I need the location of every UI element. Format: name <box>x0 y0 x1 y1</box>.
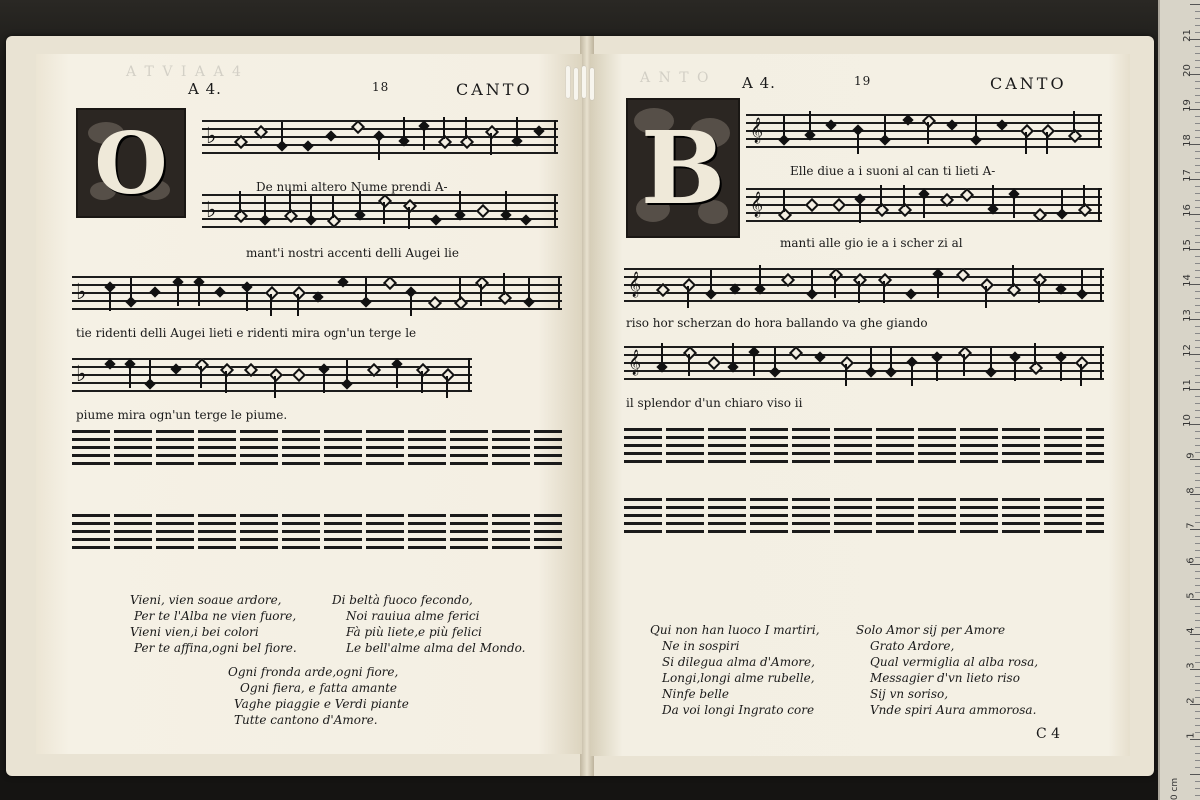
note-stem <box>289 191 291 213</box>
note-stem <box>274 376 276 398</box>
right-lyric-line-4: il splendor d'un chiaro viso ii <box>626 396 803 410</box>
note-stem <box>985 286 987 308</box>
left-lyric-line-1: De numi altero Nume prendi A- <box>256 180 448 194</box>
ruler-number: 15 <box>1182 239 1194 252</box>
music-note <box>149 286 160 297</box>
note-stem <box>239 191 241 213</box>
note-stem <box>858 281 860 303</box>
poem-line: Ne in sospiri <box>662 639 740 653</box>
note-stem <box>264 196 266 218</box>
music-note <box>960 188 974 202</box>
note-stem <box>443 117 445 139</box>
note-stem <box>281 122 283 144</box>
bar-line <box>554 194 556 228</box>
right-page-number: 19 <box>854 74 872 88</box>
note-stem <box>505 191 507 213</box>
note-stem <box>1080 364 1082 386</box>
bar-line <box>468 358 470 392</box>
note-stem <box>1014 359 1016 381</box>
music-note <box>351 120 365 134</box>
note-stem <box>109 289 111 311</box>
right-staff-4 <box>624 346 1104 380</box>
note-stem <box>880 185 882 207</box>
music-note <box>265 286 279 300</box>
woodcut-initial-o <box>76 108 186 218</box>
music-note <box>840 356 854 370</box>
right-staff-2 <box>746 188 1102 222</box>
poem-line: Ogni fiera, e fatta amante <box>240 681 397 695</box>
note-stem <box>753 354 755 376</box>
note-stem <box>936 359 938 381</box>
music-note <box>292 368 306 382</box>
note-stem <box>870 348 872 370</box>
note-stem <box>516 117 518 139</box>
music-note <box>195 358 209 372</box>
clef-sign: ♭ <box>206 198 217 223</box>
note-stem <box>911 364 913 386</box>
initial-letter: B <box>640 109 726 227</box>
poem-line: Qui non han luoco I martiri, <box>650 623 820 637</box>
note-stem <box>359 191 361 213</box>
poem-line: Qual vermiglia al alba rosa, <box>870 655 1039 669</box>
bar-line <box>1100 268 1102 302</box>
note-stem <box>732 343 734 365</box>
clef-sign: ♭ <box>76 280 87 305</box>
music-note <box>302 140 313 151</box>
poem-line: Longi,longi alme rubelle, <box>662 671 815 685</box>
bar-line <box>1098 188 1100 222</box>
note-stem <box>446 376 448 398</box>
note-stem <box>528 278 530 300</box>
initial-letter: O <box>94 113 168 213</box>
poem-line: Si dilegua alma d'Amore, <box>662 655 815 669</box>
poem-line: Di beltà fuoco fecondo, <box>332 593 473 607</box>
right-lyric-line-3: riso hor scherzan do hora ballando va ghe giando <box>626 316 928 330</box>
poem-line: Fà più liete,e più felici <box>346 625 482 639</box>
poem-line: Sij vn soriso, <box>870 687 949 701</box>
poem-line: Vieni vien,i bei colori <box>130 625 259 639</box>
right-lyric-line-1: Elle diue a i suoni al can ti lieti A- <box>790 164 996 178</box>
bar-line <box>1098 114 1100 148</box>
poem-line: Grato Ardore, <box>870 639 955 653</box>
right-signature: A 4. <box>742 74 776 92</box>
note-stem <box>688 354 690 376</box>
note-stem <box>198 284 200 306</box>
binding-thread <box>554 66 606 96</box>
poem-line: Da voi longi Ingrato core <box>662 703 815 717</box>
note-stem <box>246 289 248 311</box>
note-stem <box>1013 196 1015 218</box>
right-staff-1 <box>746 114 1102 148</box>
note-stem <box>459 278 461 300</box>
note-stem <box>423 128 425 150</box>
note-stem <box>687 286 689 308</box>
note-stem <box>421 371 423 393</box>
note-stem <box>383 202 385 224</box>
note-stem <box>297 294 299 316</box>
ruler-number: 3 <box>1185 662 1197 669</box>
music-note <box>707 356 721 370</box>
music-note <box>832 198 846 212</box>
poem-line: Vnde spiri Aura ammorosa. <box>870 703 1037 717</box>
right-staff-3 <box>624 268 1104 302</box>
music-note <box>269 368 283 382</box>
note-stem <box>332 196 334 218</box>
note-stem <box>1012 265 1014 287</box>
music-note <box>805 198 819 212</box>
ruler-number: 16 <box>1182 204 1194 217</box>
ruler-number: 6 <box>1185 557 1197 564</box>
left-empty-staff-2 <box>72 514 562 548</box>
note-stem <box>459 191 461 213</box>
note-stem <box>963 354 965 376</box>
poem-line: Per te affina,ogni bel fiore. <box>134 641 297 655</box>
note-stem <box>270 294 272 316</box>
music-note <box>980 278 994 292</box>
bar-line <box>1100 346 1102 380</box>
note-stem <box>1061 190 1063 212</box>
note-stem <box>310 196 312 218</box>
music-note <box>1075 356 1089 370</box>
ruler-number: 12 <box>1182 344 1194 357</box>
note-stem <box>410 294 412 316</box>
poem-line: Tutte cantono d'Amore. <box>234 713 378 727</box>
ruler-number: 11 <box>1182 379 1194 392</box>
note-stem <box>883 281 885 303</box>
note-stem <box>809 111 811 133</box>
music-note <box>325 130 336 141</box>
poem-line: Vaghe piaggie e Verdi piante <box>234 697 409 711</box>
bleed-through-header: A N T O <box>640 70 711 86</box>
note-stem <box>403 117 405 139</box>
note-stem <box>845 364 847 386</box>
left-empty-staff-1 <box>72 430 562 464</box>
measuring-ruler <box>1158 0 1200 800</box>
note-stem <box>480 284 482 306</box>
note-stem <box>923 196 925 218</box>
clef-sign: 𝄞 <box>750 192 764 217</box>
ruler-number: 4 <box>1185 627 1197 634</box>
note-stem <box>783 116 785 138</box>
ruler-number: 9 <box>1185 452 1197 459</box>
ruler-number: 8 <box>1185 487 1197 494</box>
music-note <box>378 194 392 208</box>
left-signature: A 4. <box>188 80 222 98</box>
music-note <box>956 268 970 282</box>
ruler-number: 5 <box>1185 592 1197 599</box>
note-stem <box>378 138 380 160</box>
note-stem <box>990 348 992 370</box>
note-stem <box>890 348 892 370</box>
clef-sign: 𝄞 <box>628 272 642 297</box>
music-note <box>292 286 306 300</box>
clef-sign: ♭ <box>76 362 87 387</box>
clef-sign: 𝄞 <box>750 118 764 143</box>
right-lyric-line-2: manti alle gio ie a i scher zi al <box>780 236 963 250</box>
ruler-number: 19 <box>1182 99 1194 112</box>
note-stem <box>323 371 325 393</box>
right-part-name: CANTO <box>990 74 1067 93</box>
note-stem <box>200 366 202 388</box>
poem-line: Per te l'Alba ne vien fuore, <box>134 609 297 623</box>
left-poem-stanza-3 <box>228 664 409 728</box>
note-stem <box>1081 270 1083 292</box>
right-empty-staff-1 <box>624 428 1104 462</box>
left-page-number: 18 <box>372 80 390 94</box>
note-stem <box>661 343 663 365</box>
right-empty-staff-2 <box>624 498 1104 532</box>
poem-line: Solo Amor sij per Amore <box>856 623 1006 637</box>
note-stem <box>1025 132 1027 154</box>
poem-line: Vieni, vien soaue ardore, <box>130 593 282 607</box>
note-stem <box>396 366 398 388</box>
ruler-number: 18 <box>1182 134 1194 147</box>
note-stem <box>783 190 785 212</box>
poem-line: Ogni fronda arde,ogni fiore, <box>228 665 399 679</box>
music-note <box>789 346 803 360</box>
music-note <box>1020 124 1034 138</box>
music-note <box>520 214 531 225</box>
music-note <box>829 268 843 282</box>
ruler-number: 13 <box>1182 309 1194 322</box>
ruler-number: 10 <box>1182 414 1194 427</box>
note-stem <box>1034 343 1036 365</box>
ruler-number: 14 <box>1182 274 1194 287</box>
note-stem <box>130 278 132 300</box>
note-stem <box>1073 111 1075 133</box>
open-book <box>6 36 1154 776</box>
right-poem-stanza-1 <box>650 622 820 718</box>
ruler-number: 7 <box>1185 522 1197 529</box>
right-poem-stanza-2 <box>856 622 1038 718</box>
note-stem <box>149 360 151 382</box>
note-stem <box>408 207 410 229</box>
poem-line: Noi rauiua alme ferici <box>346 609 480 623</box>
note-stem <box>992 185 994 207</box>
note-stem <box>1083 185 1085 207</box>
note-stem <box>857 132 859 154</box>
note-stem <box>884 116 886 138</box>
left-staff-2 <box>202 194 558 228</box>
note-stem <box>490 133 492 155</box>
music-note <box>476 204 490 218</box>
left-part-name: CANTO <box>456 80 533 99</box>
note-stem <box>975 116 977 138</box>
left-lyric-line-3: tie ridenti delli Augei lieti e ridenti mira ogn'un terge le <box>76 326 417 340</box>
note-stem <box>503 273 505 295</box>
bar-line <box>558 276 560 310</box>
ruler-number: 1 <box>1185 732 1197 739</box>
note-stem <box>927 122 929 144</box>
ruler-number: 2 <box>1185 697 1197 704</box>
note-stem <box>177 284 179 306</box>
note-stem <box>465 117 467 139</box>
music-note <box>475 276 489 290</box>
left-lyric-line-2: mant'i nostri accenti delli Augei lie <box>246 246 459 260</box>
ruler-number: 21 <box>1182 29 1194 42</box>
note-stem <box>859 201 861 223</box>
note-stem <box>1060 359 1062 381</box>
clef-sign: 𝄞 <box>628 350 642 375</box>
right-page <box>590 54 1130 756</box>
left-page <box>36 54 582 754</box>
music-note <box>1041 124 1055 138</box>
clef-sign: ♭ <box>206 124 217 149</box>
note-stem <box>811 270 813 292</box>
left-poem-stanza-2 <box>332 592 525 656</box>
note-stem <box>774 348 776 370</box>
music-note <box>682 278 696 292</box>
poem-line: Ninfe belle <box>662 687 729 701</box>
left-staff-3 <box>72 276 562 310</box>
note-stem <box>937 276 939 298</box>
music-note <box>922 114 936 128</box>
bleed-through-header: A T V I A A 4 <box>126 64 243 80</box>
note-stem <box>365 278 367 300</box>
poem-line: Le bell'alme alma del Mondo. <box>346 641 526 655</box>
music-note <box>214 286 225 297</box>
note-stem <box>903 185 905 207</box>
ruler-number: 20 <box>1182 64 1194 77</box>
note-stem <box>225 371 227 393</box>
ruler-unit-label: 0 cm <box>1169 777 1180 800</box>
ruler-number: 17 <box>1182 169 1194 182</box>
music-note <box>441 368 455 382</box>
left-lyric-line-4: piume mira ogn'un terge le piume. <box>76 408 288 422</box>
bar-line <box>554 120 556 154</box>
note-stem <box>1046 132 1048 154</box>
left-staff-1 <box>202 120 558 154</box>
music-note <box>383 276 397 290</box>
left-poem-stanza-1 <box>130 592 297 656</box>
signature-mark: C 4 <box>1036 726 1061 742</box>
note-stem <box>129 366 131 388</box>
note-stem <box>759 265 761 287</box>
poem-line: Messagier d'vn lieto riso <box>870 671 1020 685</box>
left-staff-4 <box>72 358 472 392</box>
music-note <box>958 346 972 360</box>
note-stem <box>710 270 712 292</box>
music-note <box>430 214 441 225</box>
note-stem <box>346 360 348 382</box>
note-stem <box>1038 281 1040 303</box>
music-note <box>905 288 916 299</box>
woodcut-initial-b <box>626 98 740 238</box>
music-note <box>683 346 697 360</box>
note-stem <box>834 276 836 298</box>
